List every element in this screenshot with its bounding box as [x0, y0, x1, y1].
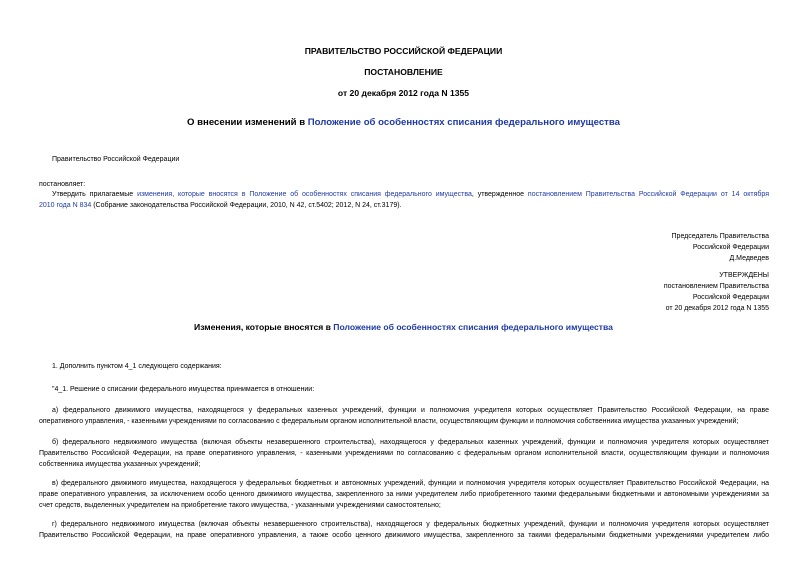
change-item-1: 1. Дополнить пунктом 4_1 следующего содержания: [52, 363, 222, 370]
signature-block [469, 231, 769, 264]
subitem-a-line-1: а) федерального движимого имущества, находящегося у федеральных казенных учреждений, функции и полномочия учредителя которых осуществляет Правительство Российской Федерации, на праве [52, 407, 769, 414]
approve-line-2 [39, 200, 769, 211]
signature-country: Российской Федерации [692, 244, 769, 251]
signature-position: Председатель Правительства [671, 233, 769, 240]
approval-line-1: УТВЕРЖДЕНЫ [719, 272, 769, 279]
subitem-v [39, 478, 769, 511]
subitem-g-line-2: Правительство Российской Федерации, на праве оперативного управления, а также особо ценного движимого имущества, закрепленного за такими федеральными бюджетными учреждениями учредителем либо [39, 532, 769, 539]
approval-line-4: от 20 декабря 2012 года N 1355 [665, 305, 769, 312]
title-link[interactable]: Положение об особенностях списания федерального имущества [307, 117, 620, 128]
paragraph-approve [39, 189, 769, 211]
government-name: ПРАВИТЕЛЬСТВО РОССИЙСКОЙ ФЕДЕРАЦИИ [304, 46, 503, 56]
subitem-b-line-1: б) федерального недвижимого имущества (включая объекты незавершенного строительства), находящегося у федеральных казенных учреждений, функции и полномочия учредителя которых осуществляет [52, 439, 769, 446]
approval-line-3: Российской Федерации [692, 294, 769, 301]
title-prefix: О внесении изменений в [187, 117, 308, 128]
subitem-v-line-2: праве оперативного управления, за исключением особо ценного движимого имущества, закрепленного за ними учредителем либо приобретенного такими федеральными бюджетными и автономными учреждениями за [39, 491, 769, 498]
decree-word: постановляет: [39, 181, 86, 188]
subitem-g-line-1: г) федерального недвижимого имущества (включая объекты незавершенного строительства), находящегося у федеральных бюджетных учреждений, функции и полномочия учредителя которых осуществляет [52, 521, 769, 528]
subitem-a [39, 405, 769, 427]
subitem-v-line-1: в) федерального движимого имущества, находящегося у федеральных бюджетных и автономных учреждений, функции и полномочия учредителя которых осуществляет Правительство Российской Федерации, на [52, 480, 769, 487]
subitem-b [39, 437, 769, 470]
approve-text-a: Утвердить прилагаемые [52, 191, 138, 198]
decree-834-year-link[interactable]: 2010 года N 834 [39, 202, 92, 209]
document-title [0, 117, 807, 128]
changes-link[interactable]: изменения, которые вносятся в Положение об особенностях списания федерального имущества [137, 191, 472, 198]
approve-text-c: (Собрание законодательства Российской Федерации, 2010, N 42, ст.5402; 2012, N 24, ст.3179). [91, 202, 402, 209]
document-date: от 20 декабря 2012 года N 1355 [337, 88, 470, 98]
changes-title-prefix: Изменения, которые вносятся в [194, 322, 334, 332]
decree-834-link[interactable]: постановлением Правительства Российской Федерации от 14 октября [527, 191, 770, 198]
approval-line-2: постановлением Правительства [663, 283, 769, 290]
subitem-b-line-3: собственника имущества указанных учреждений; [39, 461, 201, 468]
approval-block [469, 270, 769, 314]
subitem-b-line-2: Правительство Российской Федерации, на праве оперативного управления, - казенными учреждениями по согласованию с федеральным органом исполнительной власти, осуществляющим функции и полномочия [39, 450, 769, 457]
subitem-g [39, 519, 769, 541]
changes-title [0, 322, 807, 332]
changes-title-link[interactable]: Положение об особенностях списания федерального имущества [333, 322, 613, 332]
subitem-v-line-3: счет средств, выделенных учредителем на приобретение такого имущества, - указанными учреждениями самостоятельно; [39, 502, 441, 509]
subitem-a-line-2: оперативного управления, - казенными учреждениями по согласованию с федеральным органом исполнительной власти, осуществляющим функции и полномочия собственника имущества указанных учреждений; [39, 418, 739, 425]
issuer-text: Правительство Российской Федерации [52, 156, 180, 163]
change-item-4-1: "4_1. Решение о списании федерального имущества принимается в отношении: [52, 386, 315, 393]
approve-text-b: , утвержденное [471, 191, 528, 198]
signature-name: Д.Медведев [729, 255, 769, 262]
document-type: ПОСТАНОВЛЕНИЕ [364, 67, 443, 77]
approve-line-1 [39, 189, 769, 200]
